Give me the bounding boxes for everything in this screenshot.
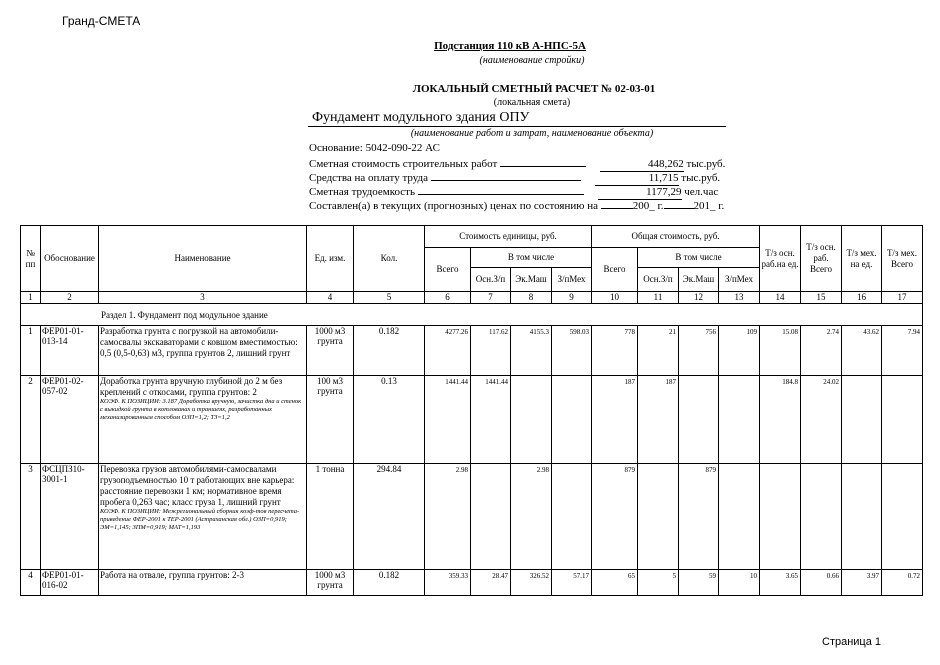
row-tz-mech-total: 0.72 [882, 570, 923, 596]
row-unit: 100 м3 грунта [307, 376, 354, 464]
header-sum-total: Всего [592, 248, 638, 292]
column-number-row [21, 292, 923, 304]
col-number: 1 [21, 292, 41, 304]
row-tz-mech-unit [842, 376, 882, 464]
col-number: 17 [882, 292, 923, 304]
prices-line [309, 198, 724, 213]
work-caption: (наименование работ и затрат, наименование объекта) [410, 128, 654, 139]
header-tz-osn-total: Т/з осн. раб. Всего [801, 226, 842, 292]
col-number: 15 [801, 292, 842, 304]
table-row [21, 326, 923, 376]
row-unit-zpmeh: 598.03 [552, 326, 592, 376]
header-unit-osn: Осн.З/п [471, 268, 511, 292]
row-tz-mech-total [882, 464, 923, 570]
row-sum-total: 187 [592, 376, 638, 464]
header-total-cost-group: Общая стоимость, руб. [592, 226, 760, 248]
row-unit-total: 4277.26 [425, 326, 471, 376]
row-unit-ekmash: 326.52 [511, 570, 552, 596]
row-unit: 1000 м3 грунта [307, 326, 354, 376]
construction-name: Подстанция 110 кВ А-НПС-5А [434, 40, 586, 52]
cost-unit: тыс.руб. [686, 158, 726, 170]
col-number: 5 [354, 292, 425, 304]
col-number: 12 [679, 292, 719, 304]
header-unit-ekmash: Эк.Маш [511, 268, 552, 292]
row-name: Доработка грунта вручную глубиной до 2 м без креплений с откосами, группа грунтов: 2 КОЭФ. К ПОЗИЦИИ: 3.187 Доработка вручную, зачистка дна и стенок с выкидкой грунта в котлованах и траншеях, разработанных механизированным способом ОЗП=1,2; ТЗ=1,2 [99, 376, 307, 464]
row-sum-zpmeh [719, 376, 760, 464]
row-qty: 0.182 [354, 326, 425, 376]
prices-mid: 200_ г. [632, 200, 664, 212]
row-qty: 0.182 [354, 570, 425, 596]
prices-prefix: Составлен(а) в текущих (прогнозных) ценах по состоянию на [309, 200, 598, 212]
header-sum-incl: В том числе [638, 248, 760, 268]
app-label: Гранд-СМЕТА [62, 14, 141, 28]
row-sum-ekmash: 879 [679, 464, 719, 570]
header-basis: Обоснование [41, 226, 99, 292]
header-name: Наименование [99, 226, 307, 292]
row-note: КОЭФ. К ПОЗИЦИИ: 3.187 Доработка вручную, зачистка дна и стенок с выкидкой грунта в котлованах и траншеях, разработанных механизированным способом ОЗП=1,2; ТЗ=1,2 [100, 398, 302, 421]
construction-caption: (наименование стройки) [479, 55, 585, 66]
prices-fill-2 [664, 198, 694, 209]
table-row [21, 464, 923, 570]
row-code: ФЕР01-02-057-02 [41, 376, 99, 464]
header-unit-total: Всего [425, 248, 471, 292]
row-code: ФЕР01-01-016-02 [41, 570, 99, 596]
col-number: 4 [307, 292, 354, 304]
row-qty: 294.84 [354, 464, 425, 570]
row-sum-zpmeh: 109 [719, 326, 760, 376]
row-name: Разработка грунта с погрузкой на автомобили-самосвалы экскаваторами с ковшом вместимостью: 0,5 (0,5-0,63) м3, группа грунтов 2, лишний грунт [99, 326, 307, 376]
header-sum-ekmash: Эк.Маш [679, 268, 719, 292]
calc-caption: (локальная смета) [493, 97, 571, 108]
col-number: 11 [638, 292, 679, 304]
row-tz-mech-unit: 3.97 [842, 570, 882, 596]
row-sum-osn: 5 [638, 570, 679, 596]
row-name: Перевозка грузов автомобилями-самосвалами грузоподъемностью 10 т работающих вне карьера: расстояние перевозки 1 км; нормативное время пробега 0,263 час; класс груза 1, лишний грунт КОЭФ. К ПОЗИЦИИ: Межрегиональный сборник коэф-тов пересчета- приведение ФЕР-2001 к ТЕР-2001 (Астраханская обл.) ОЗП=0,919; ЭМ=1,145; ЗПМ=0,919; МАТ=1,193 [99, 464, 307, 570]
header-unit-incl: В том числе [471, 248, 592, 268]
section-title: Раздел 1. Фундамент под модульное здание [21, 304, 923, 326]
row-num: 1 [21, 326, 41, 376]
row-tz-osn-unit: 3.65 [760, 570, 801, 596]
header-sum-osn: Осн.З/п [638, 268, 679, 292]
row-unit-osn: 117.62 [471, 326, 511, 376]
header-sum-zpmeh: З/пМех [719, 268, 760, 292]
section-row [21, 304, 923, 326]
col-number: 13 [719, 292, 760, 304]
row-code: ФЕР01-01-013-14 [41, 326, 99, 376]
header-tz-mech-total: Т/з мех. Всего [882, 226, 923, 292]
row-name: Работа на отвале, группа грунтов: 2-3 [99, 570, 307, 596]
row-tz-mech-unit: 43.62 [842, 326, 882, 376]
row-unit-ekmash [511, 376, 552, 464]
header-unit-cost-group: Стоимость единицы, руб. [425, 226, 592, 248]
row-unit-zpmeh: 57.17 [552, 570, 592, 596]
col-number: 14 [760, 292, 801, 304]
row-tz-osn-total: 2.74 [801, 326, 842, 376]
row-unit: 1 тонна [307, 464, 354, 570]
row-tz-osn-unit: 184.8 [760, 376, 801, 464]
row-unit-total: 359.33 [425, 570, 471, 596]
header-unit-zpmeh: З/пМех [552, 268, 592, 292]
col-number: 16 [842, 292, 882, 304]
cost-fill [500, 156, 586, 167]
row-sum-osn [638, 464, 679, 570]
page-number: Страница 1 [822, 636, 882, 648]
row-unit-ekmash: 4155.3 [511, 326, 552, 376]
wage-value: 11,715 [595, 172, 679, 186]
table-row [21, 570, 923, 596]
row-qty: 0.13 [354, 376, 425, 464]
row-sum-zpmeh: 10 [719, 570, 760, 596]
row-tz-mech-total [882, 376, 923, 464]
row-code: ФСЦПЗ10-3001-1 [41, 464, 99, 570]
row-unit-total: 2.98 [425, 464, 471, 570]
cost-value: 448,262 [600, 158, 684, 172]
estimate-table [20, 225, 923, 596]
col-number: 6 [425, 292, 471, 304]
row-sum-total: 778 [592, 326, 638, 376]
wage-label: Средства на оплату труда [309, 172, 429, 184]
row-unit-total: 1441.44 [425, 376, 471, 464]
row-num: 3 [21, 464, 41, 570]
calc-title: ЛОКАЛЬНЫЙ СМЕТНЫЙ РАСЧЕТ № 02-03-01 [412, 83, 656, 95]
col-number: 7 [471, 292, 511, 304]
row-unit-zpmeh [552, 464, 592, 570]
row-num: 4 [21, 570, 41, 596]
row-unit-osn [471, 464, 511, 570]
row-sum-osn: 21 [638, 326, 679, 376]
row-tz-mech-total: 7.94 [882, 326, 923, 376]
row-sum-osn: 187 [638, 376, 679, 464]
row-tz-mech-unit [842, 464, 882, 570]
col-number: 2 [41, 292, 99, 304]
row-unit-osn: 1441.44 [471, 376, 511, 464]
row-sum-total: 65 [592, 570, 638, 596]
header-tz-osn-unit: Т/з осн. раб.на ед. [760, 226, 801, 292]
row-sum-ekmash [679, 376, 719, 464]
row-sum-ekmash: 756 [679, 326, 719, 376]
row-sum-zpmeh [719, 464, 760, 570]
row-unit: 1000 м3 грунта [307, 570, 354, 596]
header-tz-mech-unit: Т/з мех. на ед. [842, 226, 882, 292]
work-name: Фундамент модульного здания ОПУ [308, 110, 726, 127]
row-tz-osn-total [801, 464, 842, 570]
col-number: 8 [511, 292, 552, 304]
row-tz-osn-total: 0.66 [801, 570, 842, 596]
basis-line: Основание: 5042-090-22 АС [309, 142, 440, 154]
prices-fill-1 [601, 198, 633, 209]
labor-fill [418, 184, 584, 195]
row-sum-total: 879 [592, 464, 638, 570]
row-tz-osn-unit: 15.08 [760, 326, 801, 376]
row-note: КОЭФ. К ПОЗИЦИИ: Межрегиональный сборник коэф-тов пересчета- приведение ФЕР-2001 к ТЕР-2001 (Астраханская обл.) ОЗП=0,919; ЭМ=1,145; ЗПМ=0,919; МАТ=1,193 [100, 508, 300, 531]
header-qty: Кол. [354, 226, 425, 292]
header-unit: Ед. изм. [307, 226, 354, 292]
row-unit-zpmeh [552, 376, 592, 464]
col-number: 10 [592, 292, 638, 304]
table-row [21, 376, 923, 464]
prices-end: 201_ г. [693, 200, 725, 212]
row-tz-osn-total: 24.02 [801, 376, 842, 464]
row-unit-ekmash: 2.98 [511, 464, 552, 570]
cost-label: Сметная стоимость строительных работ [309, 158, 498, 170]
col-number: 3 [99, 292, 307, 304]
row-sum-ekmash: 59 [679, 570, 719, 596]
row-num: 2 [21, 376, 41, 464]
col-number: 9 [552, 292, 592, 304]
wage-unit: тыс.руб. [681, 172, 721, 184]
row-tz-osn-unit [760, 464, 801, 570]
labor-unit: чел.час [684, 186, 719, 198]
row-unit-osn: 28.47 [471, 570, 511, 596]
header-num: № пп [21, 226, 41, 292]
labor-value: 1177,29 [598, 186, 682, 200]
labor-label: Сметная трудоемкость [309, 186, 416, 198]
wage-fill [431, 170, 581, 181]
